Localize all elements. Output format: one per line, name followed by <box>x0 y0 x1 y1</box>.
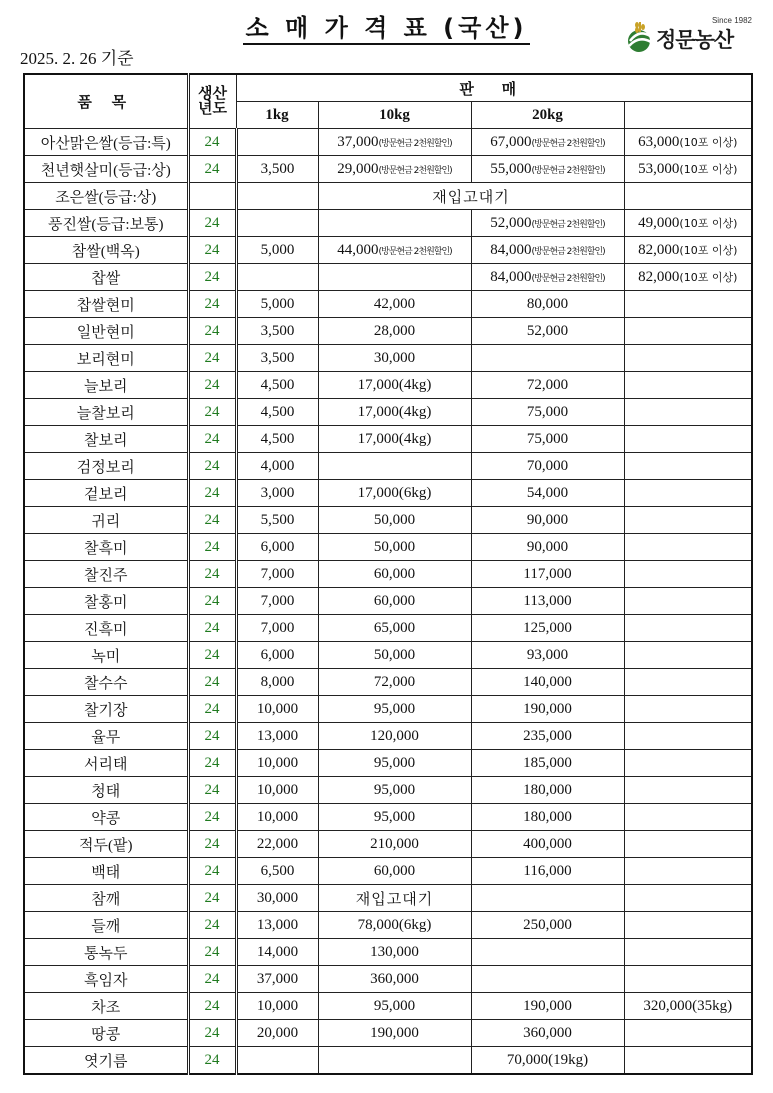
table-row <box>24 993 752 1020</box>
item-name-cell: 진흑미 <box>24 615 188 642</box>
price-10kg-cell: 50,000 <box>318 642 471 669</box>
price-20kg-cell: 52,000(방문현금 2천원할인) <box>471 210 624 237</box>
price-bulk-cell: 320,000(35kg) <box>624 993 752 1020</box>
year-cell: 24 <box>188 210 236 237</box>
year-cell: 24 <box>188 129 236 156</box>
price-1kg-cell: 4,500 <box>236 372 318 399</box>
table-row <box>24 507 752 534</box>
logo-since: Since 1982 <box>711 16 752 25</box>
price-rows <box>24 129 752 1075</box>
price-1kg-cell: 30,000 <box>236 885 318 912</box>
price-bulk-cell <box>624 291 752 318</box>
table-row <box>24 615 752 642</box>
price-10kg-cell: 60,000 <box>318 588 471 615</box>
header-year: 생산 년도 <box>188 74 236 129</box>
price-20kg-cell: 140,000 <box>471 669 624 696</box>
item-name-cell: 들깨 <box>24 912 188 939</box>
year-cell: 24 <box>188 993 236 1020</box>
price-20kg-cell: 90,000 <box>471 534 624 561</box>
price-bulk-cell: 49,000(10포 이상) <box>624 210 752 237</box>
item-name-cell: 서리태 <box>24 750 188 777</box>
price-bulk-cell <box>624 885 752 912</box>
year-cell: 24 <box>188 372 236 399</box>
price-bulk-cell <box>624 372 752 399</box>
price-20kg-cell <box>471 885 624 912</box>
header-10kg: 10kg <box>318 102 471 129</box>
year-cell: 24 <box>188 696 236 723</box>
price-10kg-cell: 17,000(4kg) <box>318 372 471 399</box>
price-20kg-cell: 125,000 <box>471 615 624 642</box>
price-1kg-cell: 5,000 <box>236 237 318 264</box>
item-name-cell: 약콩 <box>24 804 188 831</box>
price-1kg-cell: 5,500 <box>236 507 318 534</box>
year-cell: 24 <box>188 561 236 588</box>
price-10kg-cell: 360,000 <box>318 966 471 993</box>
price-10kg-cell: 17,000(4kg) <box>318 399 471 426</box>
item-name-cell: 백태 <box>24 858 188 885</box>
price-20kg-cell: 117,000 <box>471 561 624 588</box>
table-row <box>24 777 752 804</box>
page-title: 소 매 가 격 표 (국산) <box>0 8 773 43</box>
table-row <box>24 912 752 939</box>
table-row <box>24 696 752 723</box>
price-1kg-cell: 10,000 <box>236 777 318 804</box>
price-20kg-cell: 190,000 <box>471 696 624 723</box>
price-bulk-cell: 82,000(10포 이상) <box>624 264 752 291</box>
table-row <box>24 264 752 291</box>
price-20kg-cell: 75,000 <box>471 426 624 453</box>
year-cell: 24 <box>188 588 236 615</box>
price-bulk-cell <box>624 777 752 804</box>
item-name-cell: 참쌀(백옥) <box>24 237 188 264</box>
price-10kg-cell: 17,000(4kg) <box>318 426 471 453</box>
year-cell: 24 <box>188 615 236 642</box>
table-row <box>24 939 752 966</box>
year-cell: 24 <box>188 831 236 858</box>
year-cell: 24 <box>188 399 236 426</box>
price-1kg-cell: 10,000 <box>236 993 318 1020</box>
price-date: 2025. 2. 26 기준 <box>20 49 134 68</box>
item-name-cell: 녹미 <box>24 642 188 669</box>
year-cell: 24 <box>188 1020 236 1047</box>
price-10kg-cell: 190,000 <box>318 1020 471 1047</box>
price-20kg-cell <box>471 345 624 372</box>
price-10kg-cell: 42,000 <box>318 291 471 318</box>
header-1kg: 1kg <box>236 102 318 129</box>
table-row <box>24 426 752 453</box>
year-cell: 24 <box>188 723 236 750</box>
year-cell: 24 <box>188 966 236 993</box>
price-10kg-cell: 72,000 <box>318 669 471 696</box>
item-name-cell: 조은쌀(등급:상) <box>24 183 188 210</box>
item-name-cell: 일반현미 <box>24 318 188 345</box>
price-bulk-cell <box>624 453 752 480</box>
year-cell: 24 <box>188 858 236 885</box>
price-bulk-cell <box>624 669 752 696</box>
item-name-cell: 찰기장 <box>24 696 188 723</box>
year-cell: 24 <box>188 1047 236 1075</box>
item-name-cell: 엿기름 <box>24 1047 188 1075</box>
table-row <box>24 642 752 669</box>
year-cell: 24 <box>188 534 236 561</box>
price-20kg-cell: 67,000(방문현금 2천원할인) <box>471 129 624 156</box>
price-1kg-cell: 22,000 <box>236 831 318 858</box>
item-name-cell: 천년햇살미(등급:상) <box>24 156 188 183</box>
item-name-cell: 참깨 <box>24 885 188 912</box>
price-10kg-cell: 95,000 <box>318 804 471 831</box>
price-bulk-cell <box>624 912 752 939</box>
price-1kg-cell: 10,000 <box>236 804 318 831</box>
header-sale: 판 매 <box>236 74 752 102</box>
price-10kg-cell: 60,000 <box>318 858 471 885</box>
item-name-cell: 겉보리 <box>24 480 188 507</box>
item-name-cell: 적두(팥) <box>24 831 188 858</box>
price-1kg-cell: 6,000 <box>236 642 318 669</box>
year-cell: 24 <box>188 777 236 804</box>
price-20kg-cell: 52,000 <box>471 318 624 345</box>
price-bulk-cell <box>624 1047 752 1075</box>
price-10kg-cell: 재입고대기 <box>318 885 471 912</box>
item-name-cell: 찹쌀 <box>24 264 188 291</box>
price-1kg-cell: 6,500 <box>236 858 318 885</box>
company-logo <box>626 14 756 58</box>
price-1kg-cell: 37,000 <box>236 966 318 993</box>
price-bulk-cell <box>624 750 752 777</box>
table-row <box>24 1020 752 1047</box>
price-20kg-cell: 55,000(방문현금 2천원할인) <box>471 156 624 183</box>
price-10kg-cell <box>318 453 471 480</box>
item-name-cell: 찰홍미 <box>24 588 188 615</box>
price-10kg-cell: 50,000 <box>318 534 471 561</box>
price-bulk-cell: 63,000(10포 이상) <box>624 129 752 156</box>
price-bulk-cell <box>624 723 752 750</box>
table-row <box>24 453 752 480</box>
price-1kg-cell: 7,000 <box>236 588 318 615</box>
price-10kg-cell: 65,000 <box>318 615 471 642</box>
year-cell: 24 <box>188 480 236 507</box>
price-20kg-cell: 84,000(방문현금 2천원할인) <box>471 264 624 291</box>
price-10kg-cell: 50,000 <box>318 507 471 534</box>
price-20kg-cell: 80,000 <box>471 291 624 318</box>
item-name-cell: 통녹두 <box>24 939 188 966</box>
price-1kg-cell: 13,000 <box>236 723 318 750</box>
header-20kg: 20kg <box>471 102 624 129</box>
price-20kg-cell: 70,000 <box>471 453 624 480</box>
year-cell: 24 <box>188 507 236 534</box>
price-1kg-cell: 3,500 <box>236 156 318 183</box>
header-row-1 <box>24 74 752 102</box>
price-20kg-cell: 93,000 <box>471 642 624 669</box>
logo-name: 정문농산 <box>656 28 734 52</box>
price-1kg-cell: 20,000 <box>236 1020 318 1047</box>
table-row <box>24 1047 752 1075</box>
price-10kg-cell: 120,000 <box>318 723 471 750</box>
price-10kg-cell: 17,000(6kg) <box>318 480 471 507</box>
item-name-cell: 찰흑미 <box>24 534 188 561</box>
price-1kg-cell: 8,000 <box>236 669 318 696</box>
item-name-cell: 보리현미 <box>24 345 188 372</box>
price-bulk-cell <box>624 561 752 588</box>
price-10kg-cell: 95,000 <box>318 750 471 777</box>
price-bulk-cell <box>624 426 752 453</box>
rice-ear-icon <box>626 20 654 54</box>
price-10kg-cell <box>318 264 471 291</box>
year-cell: 24 <box>188 642 236 669</box>
price-1kg-cell: 3,000 <box>236 480 318 507</box>
price-1kg-cell <box>236 183 318 210</box>
price-bulk-cell <box>624 318 752 345</box>
item-name-cell: 율무 <box>24 723 188 750</box>
price-1kg-cell <box>236 1047 318 1075</box>
price-bulk-cell <box>624 399 752 426</box>
price-20kg-cell: 235,000 <box>471 723 624 750</box>
price-1kg-cell: 10,000 <box>236 696 318 723</box>
table-row <box>24 885 752 912</box>
table-row <box>24 399 752 426</box>
item-name-cell: 찰진주 <box>24 561 188 588</box>
price-1kg-cell: 4,000 <box>236 453 318 480</box>
item-name-cell: 흑임자 <box>24 966 188 993</box>
table-row <box>24 480 752 507</box>
year-cell: 24 <box>188 345 236 372</box>
price-bulk-cell <box>624 804 752 831</box>
table-row <box>24 858 752 885</box>
table-row <box>24 966 752 993</box>
price-10kg-cell <box>318 1047 471 1075</box>
price-20kg-cell: 180,000 <box>471 777 624 804</box>
price-20kg-cell <box>471 966 624 993</box>
price-20kg-cell: 113,000 <box>471 588 624 615</box>
price-bulk-cell <box>624 534 752 561</box>
price-10kg-cell: 95,000 <box>318 993 471 1020</box>
price-bulk-cell: 53,000(10포 이상) <box>624 156 752 183</box>
price-20kg-cell: 75,000 <box>471 399 624 426</box>
price-1kg-cell <box>236 264 318 291</box>
item-name-cell: 찹쌀현미 <box>24 291 188 318</box>
table-row <box>24 129 752 156</box>
item-name-cell: 아산맑은쌀(등급:특) <box>24 129 188 156</box>
price-10kg-cell: 78,000(6kg) <box>318 912 471 939</box>
price-bulk-cell <box>624 831 752 858</box>
price-20kg-cell: 360,000 <box>471 1020 624 1047</box>
price-10kg-cell: 60,000 <box>318 561 471 588</box>
price-20kg-cell: 400,000 <box>471 831 624 858</box>
price-table <box>23 73 753 1075</box>
price-10kg-cell: 95,000 <box>318 696 471 723</box>
year-cell <box>188 183 236 210</box>
price-20kg-cell: 190,000 <box>471 993 624 1020</box>
table-row <box>24 561 752 588</box>
year-cell: 24 <box>188 156 236 183</box>
price-10kg-cell: 28,000 <box>318 318 471 345</box>
price-1kg-cell: 3,500 <box>236 318 318 345</box>
year-cell: 24 <box>188 237 236 264</box>
table-row <box>24 804 752 831</box>
table-row <box>24 831 752 858</box>
item-name-cell: 늘보리 <box>24 372 188 399</box>
price-20kg-cell: 54,000 <box>471 480 624 507</box>
price-1kg-cell: 6,000 <box>236 534 318 561</box>
price-20kg-cell: 84,000(방문현금 2천원할인) <box>471 237 624 264</box>
price-20kg-cell: 90,000 <box>471 507 624 534</box>
table-row <box>24 237 752 264</box>
price-1kg-cell: 10,000 <box>236 750 318 777</box>
item-name-cell: 찰보리 <box>24 426 188 453</box>
header-bulk <box>624 102 752 129</box>
item-name-cell: 검정보리 <box>24 453 188 480</box>
year-cell: 24 <box>188 885 236 912</box>
table-row <box>24 291 752 318</box>
price-1kg-cell: 5,000 <box>236 291 318 318</box>
table-row <box>24 372 752 399</box>
price-bulk-cell: 82,000(10포 이상) <box>624 237 752 264</box>
price-1kg-cell <box>236 210 318 237</box>
year-cell: 24 <box>188 669 236 696</box>
price-1kg-cell: 4,500 <box>236 426 318 453</box>
year-cell: 24 <box>188 426 236 453</box>
table-row <box>24 318 752 345</box>
year-cell: 24 <box>188 264 236 291</box>
price-1kg-cell <box>236 129 318 156</box>
price-bulk-cell <box>624 615 752 642</box>
price-bulk-cell <box>624 588 752 615</box>
price-20kg-cell <box>471 939 624 966</box>
table-row <box>24 723 752 750</box>
year-cell: 24 <box>188 291 236 318</box>
price-bulk-cell <box>624 939 752 966</box>
table-row <box>24 345 752 372</box>
item-name-cell: 늘찰보리 <box>24 399 188 426</box>
price-bulk-cell <box>624 696 752 723</box>
table-row <box>24 669 752 696</box>
item-name-cell: 차조 <box>24 993 188 1020</box>
price-10kg-cell: 95,000 <box>318 777 471 804</box>
price-20kg-cell: 116,000 <box>471 858 624 885</box>
table-row <box>24 588 752 615</box>
year-cell: 24 <box>188 453 236 480</box>
year-cell: 24 <box>188 750 236 777</box>
year-cell: 24 <box>188 939 236 966</box>
item-name-cell: 풍진쌀(등급:보통) <box>24 210 188 237</box>
year-cell: 24 <box>188 318 236 345</box>
price-bulk-cell <box>624 480 752 507</box>
price-10kg-cell: 29,000(방문현금 2천원할인) <box>318 156 471 183</box>
restock-cell: 재입고대기 <box>318 183 624 210</box>
year-cell: 24 <box>188 804 236 831</box>
header-item: 품 목 <box>24 74 188 129</box>
price-1kg-cell: 3,500 <box>236 345 318 372</box>
price-bulk-cell <box>624 183 752 210</box>
table-row <box>24 183 752 210</box>
item-name-cell: 찰수수 <box>24 669 188 696</box>
price-20kg-cell: 180,000 <box>471 804 624 831</box>
price-10kg-cell: 30,000 <box>318 345 471 372</box>
price-20kg-cell: 250,000 <box>471 912 624 939</box>
table-row <box>24 156 752 183</box>
price-1kg-cell: 4,500 <box>236 399 318 426</box>
table-row <box>24 210 752 237</box>
price-bulk-cell <box>624 858 752 885</box>
item-name-cell: 땅콩 <box>24 1020 188 1047</box>
price-10kg-cell <box>318 210 471 237</box>
table-row <box>24 750 752 777</box>
price-20kg-cell: 70,000(19kg) <box>471 1047 624 1075</box>
price-1kg-cell: 13,000 <box>236 912 318 939</box>
price-1kg-cell: 14,000 <box>236 939 318 966</box>
price-bulk-cell <box>624 345 752 372</box>
price-10kg-cell: 44,000(방문현금 2천원할인) <box>318 237 471 264</box>
price-bulk-cell <box>624 966 752 993</box>
table-row <box>24 534 752 561</box>
price-bulk-cell <box>624 507 752 534</box>
price-10kg-cell: 130,000 <box>318 939 471 966</box>
price-1kg-cell: 7,000 <box>236 561 318 588</box>
price-20kg-cell: 72,000 <box>471 372 624 399</box>
price-bulk-cell <box>624 642 752 669</box>
price-1kg-cell: 7,000 <box>236 615 318 642</box>
year-cell: 24 <box>188 912 236 939</box>
price-bulk-cell <box>624 1020 752 1047</box>
price-10kg-cell: 37,000(방문현금 2천원할인) <box>318 129 471 156</box>
item-name-cell: 귀리 <box>24 507 188 534</box>
item-name-cell: 청태 <box>24 777 188 804</box>
price-10kg-cell: 210,000 <box>318 831 471 858</box>
price-20kg-cell: 185,000 <box>471 750 624 777</box>
